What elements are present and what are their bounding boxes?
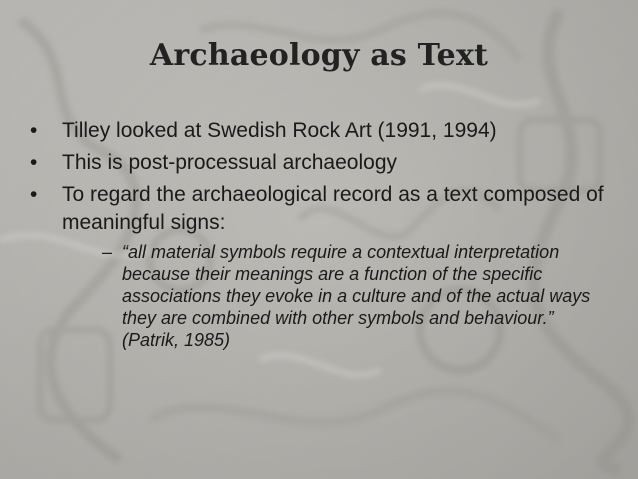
bullet-glyph: • [30,119,38,142]
bullet-glyph: • [30,183,38,206]
bullet-list [30,117,620,351]
bullet-item [30,149,620,177]
quote-text: “all material symbols require a contextual interpretation because their meanings are a function of the specific associations they evoke in a culture and of the actual ways they are combined with other symbols and behaviour.” (Patrik, 1985) [122,242,591,350]
bullet-item [30,117,620,145]
sub-bullet-quote [102,241,612,351]
sub-bullet-dash: – [102,242,113,262]
bullet-text: This is post-processual archaeology [62,151,397,174]
bullet-item [30,181,620,351]
slide-body [30,117,620,355]
bullet-text: Tilley looked at Swedish Rock Art (1991, 1994) [62,119,497,142]
bullet-glyph: • [30,151,38,174]
slide-title: Archaeology as Text [149,38,489,73]
bullet-text: To regard the archaeological record as a text composed of meaningful signs: [62,183,604,234]
